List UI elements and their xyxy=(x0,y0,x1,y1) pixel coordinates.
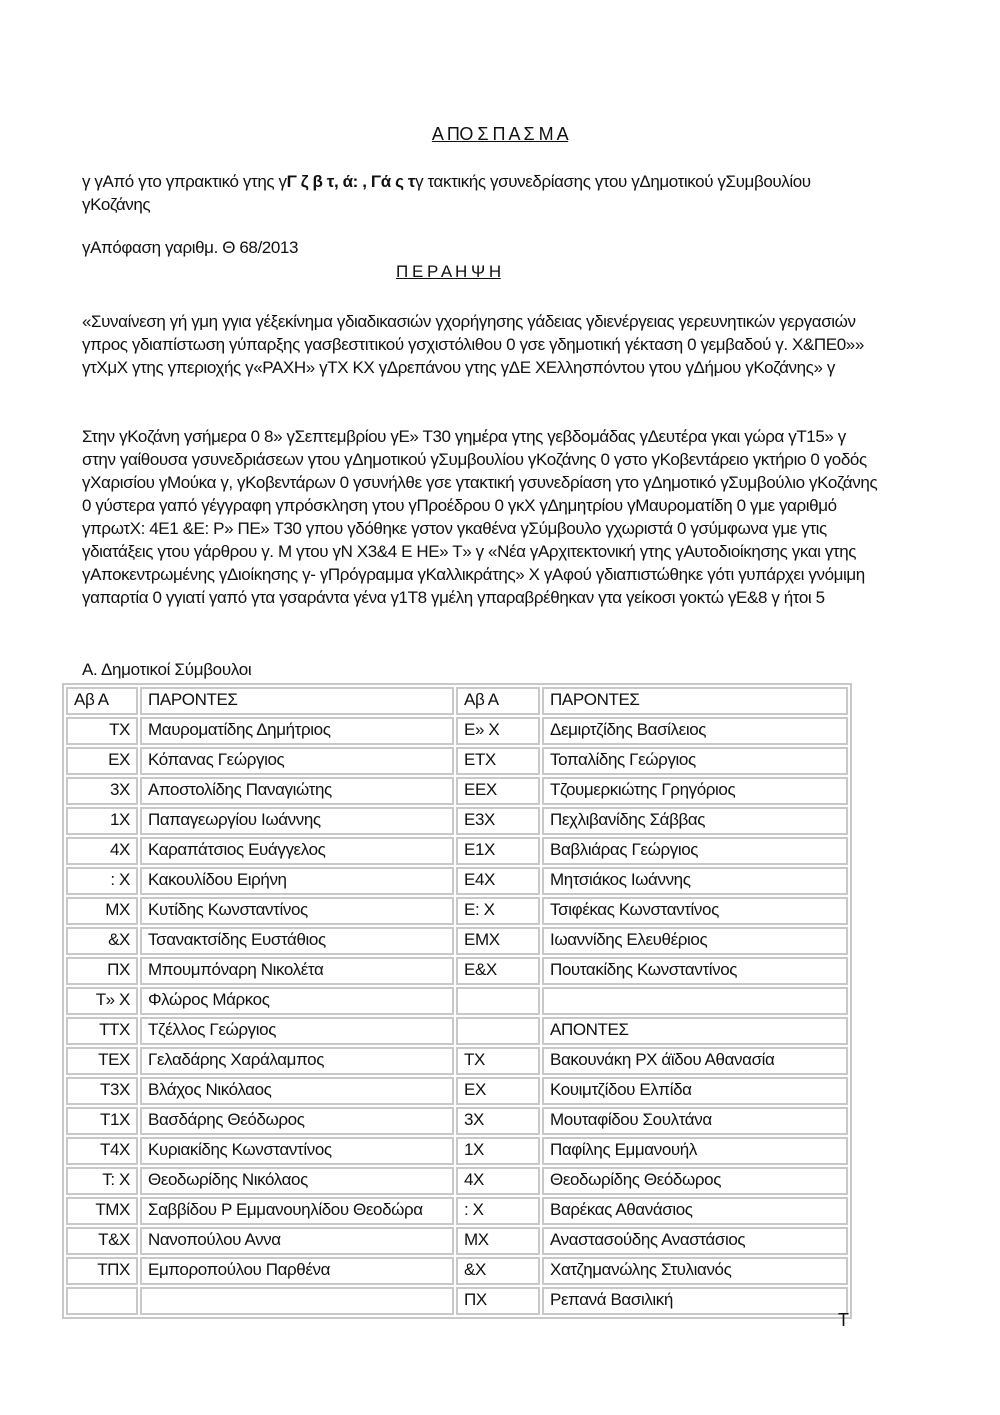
member-name-left: Παπαγεωργίου Ιωάννης xyxy=(140,807,454,835)
member-name-right: Τσιφέκας Κωνσταντίνος xyxy=(542,897,848,925)
member-name-left: Θεοδωρίδης Νικόλαος xyxy=(140,1167,454,1195)
member-name-left: Κυριακίδης Κωνσταντίνος xyxy=(140,1137,454,1165)
member-name-left: Κακουλίδου Ειρήνη xyxy=(140,867,454,895)
decision-number: γΑπόφαση γαριθμ. Θ 68/2013 xyxy=(82,238,299,257)
subject-heading: Π Ε Ρ Α Η Ψ Η xyxy=(396,262,501,281)
table-row xyxy=(66,987,848,1015)
member-number-left: : Χ xyxy=(66,867,138,895)
member-number-left: ΤΧ xyxy=(66,717,138,745)
member-number-left: Τ1Χ xyxy=(66,1107,138,1135)
table-row xyxy=(66,897,848,925)
member-number-right: Ε3Χ xyxy=(456,807,540,835)
member-name-left: Εμποροπούλου Παρθένα xyxy=(140,1257,454,1285)
member-number-left xyxy=(66,1287,138,1315)
header-num-left: Αβ Α xyxy=(66,687,138,715)
member-name-right: Χατζημανώλης Στυλιανός xyxy=(542,1257,848,1285)
member-name-left: Καραπάτσιος Ευάγγελος xyxy=(140,837,454,865)
member-name-left xyxy=(140,1287,454,1315)
member-name-left: Τσανακτσίδης Ευστάθιος xyxy=(140,927,454,955)
member-number-left: ΜΧ xyxy=(66,897,138,925)
member-name-right: Δεμιρτζίδης Βασίλειος xyxy=(542,717,848,745)
member-number-right: ΕΜΧ xyxy=(456,927,540,955)
member-number-left: Τ&Χ xyxy=(66,1227,138,1255)
member-number-right: ΕΧ xyxy=(456,1077,540,1105)
member-name-right: Πουτακίδης Κωνσταντίνος xyxy=(542,957,848,985)
member-number-left: ΤΤΧ xyxy=(66,1017,138,1045)
table-row xyxy=(66,867,848,895)
member-number-right: 1Χ xyxy=(456,1137,540,1165)
section-title: Α. Δημοτικοί Σύμβουλοι xyxy=(82,660,252,679)
document-title: Α ΠΟ Σ Π Α Σ Μ Α xyxy=(431,124,569,144)
member-name-right xyxy=(542,987,848,1015)
member-number-left: ΠΧ xyxy=(66,957,138,985)
table-row xyxy=(66,927,848,955)
subject-paragraph: «Συναίνεση γή γμη γγια γέξεκίνημα γδιαδικασιών γχορήγησης γάδειας γδιενέργειας γερευνητικών γεργασιών γπρος γδιαπίστωση γύπαρξης γασβεστιτικού γσχιστόλιθου 0 γσε γδημοτική γέκταση 0 γεμβαδού γ. Χ&ΠΕ0»» γτΧμΧ γτης γπεριοχής γ«ΡΑΧΗ» γΤΧ ΚΧ γΔρεπάνου γτης γΔΕ ΧΕλλησπόντου γτου γΔήμου γΚοζάνης» γ xyxy=(82,312,864,377)
member-name-right: Μουταφίδου Σουλτάνα xyxy=(542,1107,848,1135)
member-name-right: Μητσιάκος Ιωάννης xyxy=(542,867,848,895)
member-number-left: ΤΕΧ xyxy=(66,1047,138,1075)
member-number-left: Τ4Χ xyxy=(66,1137,138,1165)
member-name-left: Κόπανας Γεώργιος xyxy=(140,747,454,775)
header-present-left: ΠΑΡΟΝΤΕΣ xyxy=(140,687,454,715)
member-name-right: Θεοδωρίδης Θεόδωρος xyxy=(542,1167,848,1195)
council-members-table xyxy=(62,683,852,1319)
member-name-right: Βακουνάκη ΡΧ άϊδου Αθανασία xyxy=(542,1047,848,1075)
table-row xyxy=(66,1017,848,1045)
table-row xyxy=(66,1227,848,1255)
member-name-right: Ρεπανά Βασιλική xyxy=(542,1287,848,1315)
table-row xyxy=(66,777,848,805)
member-name-left: Μαυροματίδης Δημήτριος xyxy=(140,717,454,745)
body-paragraph: Στην γΚοζάνη γσήμερα 0 8» γΣεπτεμβρίου γΕ» Τ30 γημέρα γτης γεβδομάδας γΔευτέρα γκαι γώρα γΤ15» γ στην γαίθουσα γσυνεδριάσεων γτου γΔημοτικού γΣυμβουλίου γΚοζάνης 0 γστο γΚοβεντάρειο γκτήριο 0 γοδός γΧαρισίου γΜούκα γ, γΚοβεντάρων 0 γσυνήλθε γσε γτακτική γσυνεδρίαση γτο γΔημοτικό γΣυμβούλιο γΚοζάνης 0 γύστερα γαπό γέγγραφη γπρόσκληση γτου γΠροέδρου 0 γκΧ γΔημητρίου γΜαυροματίδη 0 γμε γαριθμό γπρωτΧ: 4Ε1 &Ε: Ρ» ΠΕ» Τ30 γπου γδόθηκε γστον γκαθένα γΣύμβουλο γχωριστά 0 γσύμφωνα γμε γτις γδιατάξεις γτου γάρθρου γ. Μ γτου γΝ Χ3&4 Ε ΗΕ» Τ» γ «Νέα γΑρχιτεκτονική γτης γΑυτοδιοίκησης γκαι γτης γΑποκεντρωμένης γΔιοίκησης γ- γΠρόγραμμα γΚαλλικράτης» Χ γΑφού γδιαπιστώθηκε γότι γυπάρχει γνόμιμη γαπαρτία 0 γγιατί γαπό γτα γσαράντα γένα γ1Τ8 γμέλη γπαραβρέθηκαν γτα γείκοσι γοκτώ γΕ&8 γ ήτοι 5 xyxy=(82,427,878,607)
member-number-right: ΕΕΧ xyxy=(456,777,540,805)
member-name-right: ΑΠΟΝΤΕΣ xyxy=(542,1017,848,1045)
member-name-left: Τζέλλος Γεώργιος xyxy=(140,1017,454,1045)
table-row xyxy=(66,1077,848,1105)
member-number-left: Τ3Χ xyxy=(66,1077,138,1105)
member-number-right: 4Χ xyxy=(456,1167,540,1195)
member-number-left: ΕΧ xyxy=(66,747,138,775)
member-name-right: Βαβλιάρας Γεώργιος xyxy=(542,837,848,865)
member-number-right: Ε» Χ xyxy=(456,717,540,745)
member-name-left: Νανοπούλου Αννα xyxy=(140,1227,454,1255)
member-name-right: Αναστασούδης Αναστάσιος xyxy=(542,1227,848,1255)
session-number: Γ ζ β τ, ά: , Γά ς τ xyxy=(286,172,416,191)
table-row xyxy=(66,717,848,745)
intro-prefix: γ γΑπό γτο γπρακτικό γτης γ xyxy=(82,172,287,191)
member-name-right: Ιωαννίδης Ελευθέριος xyxy=(542,927,848,955)
table-header-row xyxy=(66,687,848,715)
member-number-right xyxy=(456,987,540,1015)
table-row xyxy=(66,1287,848,1315)
table-row xyxy=(66,1257,848,1285)
member-name-left: Βασδάρης Θεόδωρος xyxy=(140,1107,454,1135)
member-number-left: 4Χ xyxy=(66,837,138,865)
page-number: Τ xyxy=(838,1310,849,1330)
member-number-right: : Χ xyxy=(456,1197,540,1225)
member-number-right: Ε: Χ xyxy=(456,897,540,925)
member-name-right: Παφίλης Εμμανουήλ xyxy=(542,1137,848,1165)
header-present-right: ΠΑΡΟΝΤΕΣ xyxy=(542,687,848,715)
member-number-left: ΤΠΧ xyxy=(66,1257,138,1285)
table-row xyxy=(66,1047,848,1075)
table-row xyxy=(66,837,848,865)
member-name-left: Αποστολίδης Παναγιώτης xyxy=(140,777,454,805)
member-number-left: ΤΜΧ xyxy=(66,1197,138,1225)
table-row xyxy=(66,1167,848,1195)
table-row xyxy=(66,747,848,775)
intro-paragraph xyxy=(82,170,882,216)
intro-suffix: γ τακτικής γσυνεδρίασης γτου γΔημοτικού γΣυμβουλίου γΚοζάνης xyxy=(82,172,811,214)
member-name-right: Βαρέκας Αθανάσιος xyxy=(542,1197,848,1225)
member-number-right: Ε4Χ xyxy=(456,867,540,895)
member-number-left: &Χ xyxy=(66,927,138,955)
member-number-left: 1Χ xyxy=(66,807,138,835)
member-name-left: Γελαδάρης Χαράλαμπος xyxy=(140,1047,454,1075)
member-number-left: Τ: Χ xyxy=(66,1167,138,1195)
table-row xyxy=(66,1197,848,1225)
member-name-left: Μπουμπόναρη Νικολέτα xyxy=(140,957,454,985)
member-number-right: &Χ xyxy=(456,1257,540,1285)
member-number-right: ΜΧ xyxy=(456,1227,540,1255)
member-number-right: Ε1Χ xyxy=(456,837,540,865)
member-name-left: Βλάχος Νικόλαος xyxy=(140,1077,454,1105)
member-number-right: ΕΤΧ xyxy=(456,747,540,775)
member-number-left: 3Χ xyxy=(66,777,138,805)
member-name-right: Πεχλιβανίδης Σάββας xyxy=(542,807,848,835)
member-name-right: Τοπαλίδης Γεώργιος xyxy=(542,747,848,775)
member-number-left: Τ» Χ xyxy=(66,987,138,1015)
member-name-right: Κουιμτζίδου Ελπίδα xyxy=(542,1077,848,1105)
member-name-right: Τζουμερκιώτης Γρηγόριος xyxy=(542,777,848,805)
header-num-right: Αβ Α xyxy=(456,687,540,715)
member-number-right: 3Χ xyxy=(456,1107,540,1135)
member-name-left: Σαββίδου Ρ Εμμανουηλίδου Θεοδώρα xyxy=(140,1197,454,1225)
member-number-right: Ε&Χ xyxy=(456,957,540,985)
member-number-right: ΠΧ xyxy=(456,1287,540,1315)
member-name-left: Κυτίδης Κωνσταντίνος xyxy=(140,897,454,925)
table-row xyxy=(66,807,848,835)
member-number-right: ΤΧ xyxy=(456,1047,540,1075)
member-number-right xyxy=(456,1017,540,1045)
table-row xyxy=(66,1137,848,1165)
table-row xyxy=(66,957,848,985)
table-row xyxy=(66,1107,848,1135)
member-name-left: Φλώρος Μάρκος xyxy=(140,987,454,1015)
